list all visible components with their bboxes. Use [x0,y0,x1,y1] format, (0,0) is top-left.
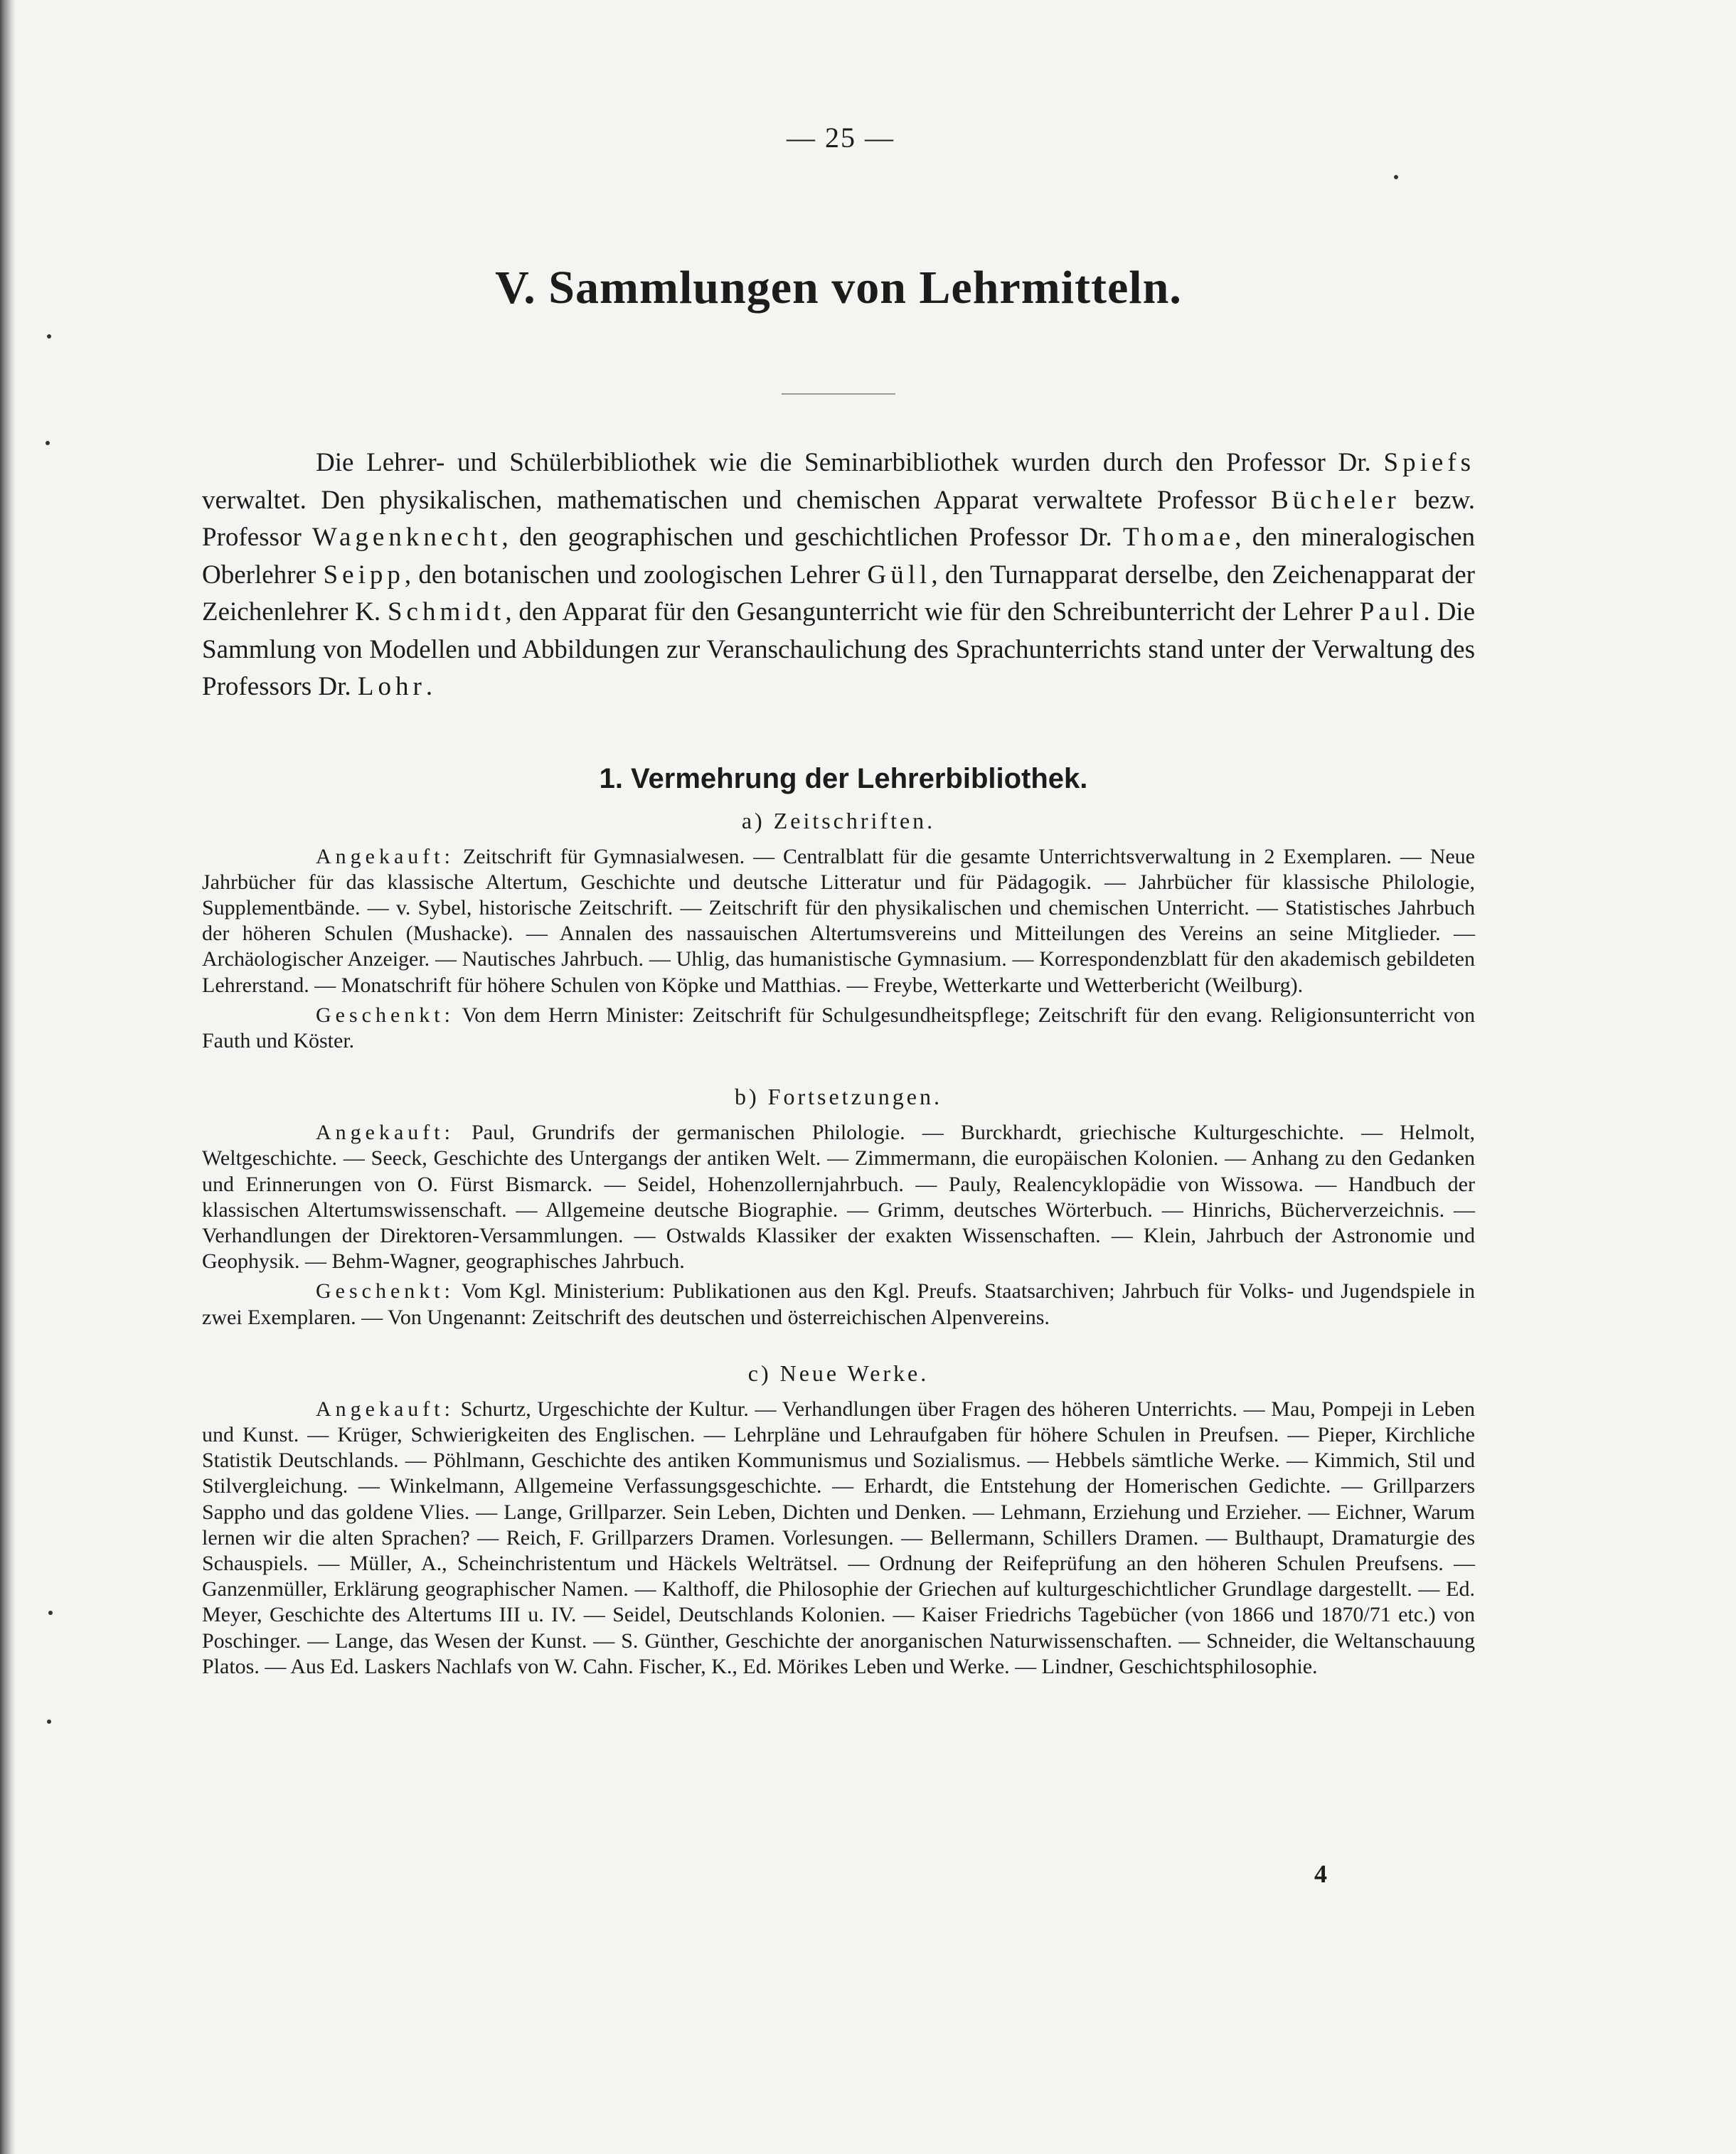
entry-paragraph [202,1397,1475,1680]
title-divider [782,393,895,395]
page-number: — 25 — [787,122,895,154]
section-heading: 1. Vermehrung der Lehrerbibliothek. [599,762,1088,794]
entry-label: Angekauft: [316,1397,454,1421]
scan-speck [47,334,51,338]
spaced-name: Bücheler [1271,485,1400,515]
intro-text: , den Turnapparat derselbe, den Zeichenapparat der Zeichenlehrer K. [202,560,1475,627]
spaced-name: Güll [867,560,932,590]
entry-text: Schurtz, Urgeschichte der Kultur. — Verhandlungen über Fragen des höheren Unterrichts. — Mau, Pompeji in Leben und Kunst. — Krüger, Schwierigkeiten des Englischen. — Lehrpläne und Lehraufgaben für höhere Schulen in Preufsen. — Pieper, Kirchliche Statistik Deutschlands. — Pöhlmann, Geschichte des antiken Kommunismus und Sozialismus. — Hebbels sämtliche Werke. — Kimmich, Stil und Stilvergleichung. — Winkelmann, Allgemeine Verfassungsgeschichte. — Erhardt, die Entstehung der Homerischen Gedichte. — Grillparzers Sappho und das goldene Vlies. — Lange, Grillparzer. Sein Leben, Dichten und Denken. — Lehmann, Erziehung und Erzieher. — Eichner, Warum lernen wir die alten Sprachen? — Reich, F. Grillparzers Dramen. Vorlesungen. — Bellermann, Schillers Dramen. — Bulthaupt, Dramaturgie des Schauspiels. — Müller, A., Scheinchristentum und Häckels Welträtsel. — Ordnung der Reifeprüfung an den höheren Schulen Preufsens. — Ganzenmüller, Erklärung geographischer Namen. — Kalthoff, die Philosophie der Griechen auf kulturgeschichtlicher Grundlage dargestellt. — Ed. Meyer, Geschichte des Altertums III u. IV. — Seidel, Deutschlands Kolonien. — Kaiser Friedrichs Tagebücher (von 1866 und 1870/71 etc.) von Poschinger. — Lange, das Wesen der Kunst. — S. Günther, Geschichte der anorganischen Naturwissenschaften. — Schneider, die Weltanschauung Platos. — Aus Ed. Laskers Nachlafs von W. Cahn. Fischer, K., Ed. Mörikes Leben und Werke. — Lindner, Geschichtsphilosophie. [202,1397,1475,1678]
scan-speck [46,441,50,445]
entry-paragraph [202,844,1475,998]
intro-paragraph [202,444,1475,706]
intro-text: Die Lehrer- und Schülerbibliothek wie die Seminarbibliothek wurden durch den Professor Dr. [316,448,1384,477]
entry-text: Von dem Herrn Minister: Zeitschrift für Schulgesundheitspflege; Zeitschrift für den evang. Religionsunterricht von Fauth und Köster. [202,1003,1475,1052]
spaced-name: Schmidt [387,597,506,627]
entry-text: Vom Kgl. Ministerium: Publikationen aus den Kgl. Preufs. Staatsarchiven; Jahrbuch für Volks- und Jugendspiele in zwei Exemplaren. — Von Ungenannt: Zeitschrift des deutschen und österreichischen Alpenvereins. [202,1279,1475,1329]
signature-mark: 4 [1314,1860,1327,1888]
entry-text: Zeitschrift für Gymnasialwesen. — Centralblatt für die gesamte Unterrichtsverwaltung in 2 Exemplaren. — Neue Jahrbücher für das klassische Altertum, Geschichte und deutsche Litteratur und für Pädagogik. — Jahrbücher für klassische Philologie, Supplementbände. — v. Sybel, historische Zeitschrift. — Zeitschrift für den physikalischen und chemischen Unterricht. — Statistisches Jahrbuch der höheren Schulen (Mushacke). — Annalen des nassauischen Altertumsvereins und Mitteilungen des Vereins an seine Mitglieder. — Archäologischer Anzeiger. — Nautisches Jahrbuch. — Uhlig, das humanistische Gymnasium. — Korrespondenzblatt für den akademisch gebildeten Lehrerstand. — Monatschrift für höhere Schulen von Köpke und Matthias. — Freybe, Wetterkarte und Wetterbericht (Weilburg). [202,844,1475,997]
entry-label: Geschenkt: [316,1003,454,1027]
entry-paragraph [202,1003,1475,1054]
document-page [202,121,1475,1680]
scan-speck [48,1611,53,1615]
entry-label: Angekauft: [316,1121,454,1145]
scan-binding-edge [0,0,16,2154]
intro-text: , den geographischen und geschichtlichen Professor Dr. [501,523,1123,552]
intro-text: verwaltet. Den physikalischen, mathematischen und chemischen Apparat verwaltete Professor [202,485,1272,515]
intro-text: . Die Sammlung von Modellen und Abbildungen zur Veranschaulichung des Sprachunterrichts stand unter der Verwaltung des Professors Dr. [202,597,1475,701]
spaced-name: Paul [1359,597,1424,627]
entry-label: Angekauft: [316,844,454,868]
entry-paragraph [202,1279,1475,1330]
subsection-title: a) Zeitschriften. [741,807,936,833]
intro-text: bezw. Professor [202,485,1475,552]
spaced-name: Lohr [357,672,426,701]
spaced-name: Seipp [323,560,405,590]
chapter-title: V. Sammlungen von Lehrmitteln. [495,262,1182,314]
entry-label: Geschenkt: [316,1279,454,1303]
subsections [202,808,1475,1680]
intro-text: , den Apparat für den Gesangunterricht wie für den Schreibunterricht der Lehrer [505,597,1360,627]
scan-speck [47,1720,51,1724]
intro-text: , den mineralogischen Oberlehrer [202,523,1475,590]
spaced-name: Spiefs [1383,448,1475,477]
entry-text: Paul, Grundrifs der germanischen Philologie. — Burckhardt, griechische Kulturgeschichte. — Helmolt, Weltgeschichte. — Seeck, Geschichte des Untergangs der antiken Welt. — Zimmermann, die europäischen Kolonien. — Anhang zu den Gedanken und Erinnerungen von O. Fürst Bismarck. — Seidel, Hohenzollernjahrbuch. — Pauly, Realencyklopädie von Wissowa. — Handbuch der klassischen Altertumswissenschaft. — Allgemeine deutsche Biographie. — Grimm, deutsches Wörterbuch. — Hinrichs, Bücherverzeichnis. — Verhandlungen der Direktoren-Versammlungen. — Ostwalds Klassiker der exakten Wissenschaften. — Klein, Jahrbuch der Astronomie und Geophysik. — Behm-Wagner, geographisches Jahrbuch. [202,1121,1475,1274]
intro-text: , den botanischen und zoologischen Lehrer [404,560,868,590]
spaced-name: Thomae [1122,523,1235,552]
spaced-name: Wagenknecht [312,523,502,552]
subsection-title: c) Neue Werke. [747,1360,930,1386]
intro-text: . [425,672,433,701]
entry-paragraph [202,1120,1475,1274]
subsection-title: b) Fortsetzungen. [735,1084,942,1110]
